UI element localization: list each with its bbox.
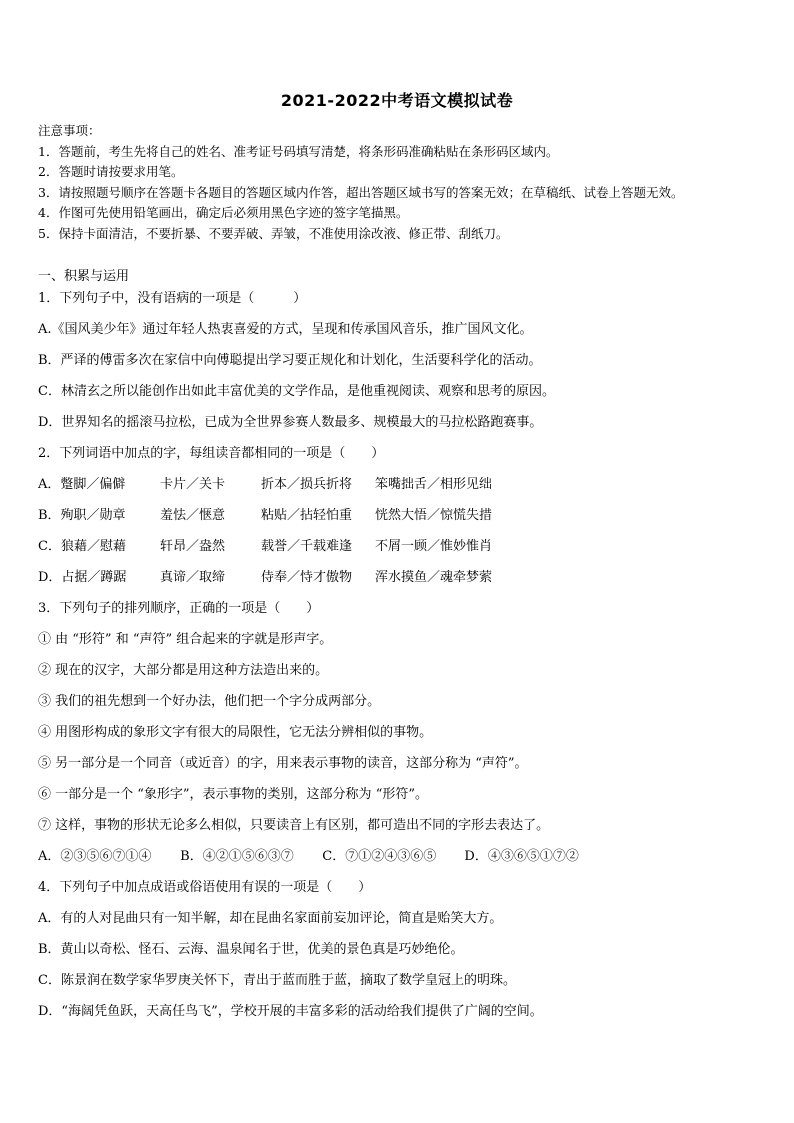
notice-item: 4．作图可先使用铅笔画出，确定后必须用黑色字迹的签字笔描黑。: [38, 205, 409, 220]
q2-cell: D．占据／蹲踞: [38, 570, 127, 585]
question-stem-2: 2．下列词语中加点的字，每组读音都相同的一项是（ ）: [38, 446, 385, 461]
section-heading: 一、积累与运用: [38, 269, 130, 284]
page-title: 2021-2022中考语文模拟试卷: [280, 91, 514, 110]
notice-item: 2．答题时请按要求用笔。: [38, 164, 184, 179]
notice-heading: 注意事项：: [38, 123, 101, 138]
q2-cell: 折本／损兵折将: [261, 477, 353, 492]
q2-cell: 恍然大悟／惊慌失措: [375, 508, 493, 523]
q3-option-b: B．④②①⑤⑥③⑦: [180, 849, 294, 864]
q4-option-d: D．“海阔凭鱼跃，天高任鸟飞”，学校开展的丰富多彩的活动给我们提供了广阔的空间。: [38, 1004, 543, 1019]
q3-sentence: ⑥ 一部分是一个 “象形字”，表示事物的类别，这部分称为 “形符”。: [38, 787, 428, 802]
notice-block: [38, 121, 778, 244]
q1-option-d: D．世界知名的摇滚马拉松，已成为全世界参赛人数最多、规模最大的马拉松路跑赛事。: [38, 415, 543, 430]
notice-item: 1．答题前，考生先将自己的姓名、准考证号码填写清楚，将条形码准确粘贴在条形码区域内。: [38, 143, 559, 159]
q3-sentence: ③ 我们的祖先想到一个好办法，他们把一个字分成两部分。: [38, 694, 381, 709]
q2-cell: 轩昂／盎然: [160, 539, 226, 554]
q4-option-a: A．有的人对昆曲只有一知半解，却在昆曲名家面前妄加评论，简直是贻笑大方。: [38, 911, 503, 926]
q2-cell: 羞怯／惬意: [160, 508, 226, 523]
q3-option-d: D．④③⑥⑤①⑦②: [464, 849, 579, 864]
q4-option-b: B．黄山以奇松、怪石、云海、温泉闻名于世，优美的景色真是巧妙绝伦。: [38, 942, 464, 957]
q2-cell: C．狼藉／慰藉: [38, 539, 126, 554]
q2-cell: 浑水摸鱼／魂牵梦萦: [375, 570, 493, 585]
q2-cell: 不屑一顾／惟妙惟肖: [375, 539, 493, 554]
q2-option-row-a: [38, 472, 778, 503]
question-stem-3: 3．下列句子的排列顺序，正确的一项是（ ）: [38, 601, 320, 616]
q2-cell: 侍奉／恃才傲物: [261, 570, 353, 585]
q4-option-c: C．陈景润在数学家华罗庚关怀下，青出于蓝而胜于蓝，摘取了数学皇冠上的明珠。: [38, 973, 516, 988]
q2-cell: B．殉职／勋章: [38, 508, 126, 523]
q2-cell: 载誉／千载难逢: [261, 539, 353, 554]
q1-option-a: A.《国风美少年》通过年轻人热衷喜爱的方式，呈现和传承国风音乐，推广国风文化。: [38, 322, 533, 337]
q2-option-row-d: [38, 565, 778, 596]
q2-option-row-c: [38, 534, 778, 565]
q2-cell: 真谛／取缔: [160, 570, 226, 585]
q3-option-a: A．②③⑤⑥⑦①④: [38, 849, 152, 864]
q1-option-b: B．严译的傅雷多次在家信中向傅聪提出学习要正规化和计划化，生活要科学化的活动。: [38, 353, 542, 368]
notice-item: 3．请按照题号顺序在答题卡各题目的答题区域内作答，超出答题区域书写的答案无效；在草稿纸、试卷上答题无效。: [38, 184, 684, 200]
q2-option-row-b: [38, 503, 778, 534]
q3-sentence: ② 现在的汉字，大部分都是用这种方法造出来的。: [38, 663, 329, 678]
q2-cell: 笨嘴拙舌／相形见绌: [375, 477, 493, 492]
question-stem-1: 1．下列句子中，没有语病的一项是（ ）: [38, 291, 307, 306]
questions-area: [38, 286, 778, 1030]
q2-cell: 卡片／关卡: [160, 477, 226, 492]
notice-item: 5．保持卡面清洁，不要折暴、不要弄破、弄皱，不准使用涂改液、修正带、刮纸刀。: [38, 225, 509, 241]
q3-option-c: C．⑦①②④③⑥⑤: [322, 849, 437, 864]
question-stem-4: 4．下列句子中加点成语或俗语使用有误的一项是（ ）: [38, 880, 372, 895]
q3-sentence: ⑤ 另一部分是一个同音（或近音）的字，用来表示事物的读音，这部分称为 “声符”。: [38, 756, 528, 771]
q3-options: [38, 844, 778, 875]
q3-sentence: ④ 用图形构成的象形文字有很大的局限性，它无法分辨相似的事物。: [38, 725, 433, 740]
q2-cell: A．蹩脚／偏僻: [38, 477, 126, 492]
q3-sentence: ⑦ 这样，事物的形状无论多么相似，只要读音上有区别，都可造出不同的字形去表达了。: [38, 818, 550, 833]
q1-option-c: C．林清玄之所以能创作出如此丰富优美的文学作品，是他重视阅读、观察和思考的原因。: [38, 384, 555, 399]
q3-sentence: ① 由 “形符” 和 “声符” 组合起来的字就是形声字。: [38, 632, 333, 647]
q2-cell: 粘贴／拈轻怕重: [261, 508, 353, 523]
